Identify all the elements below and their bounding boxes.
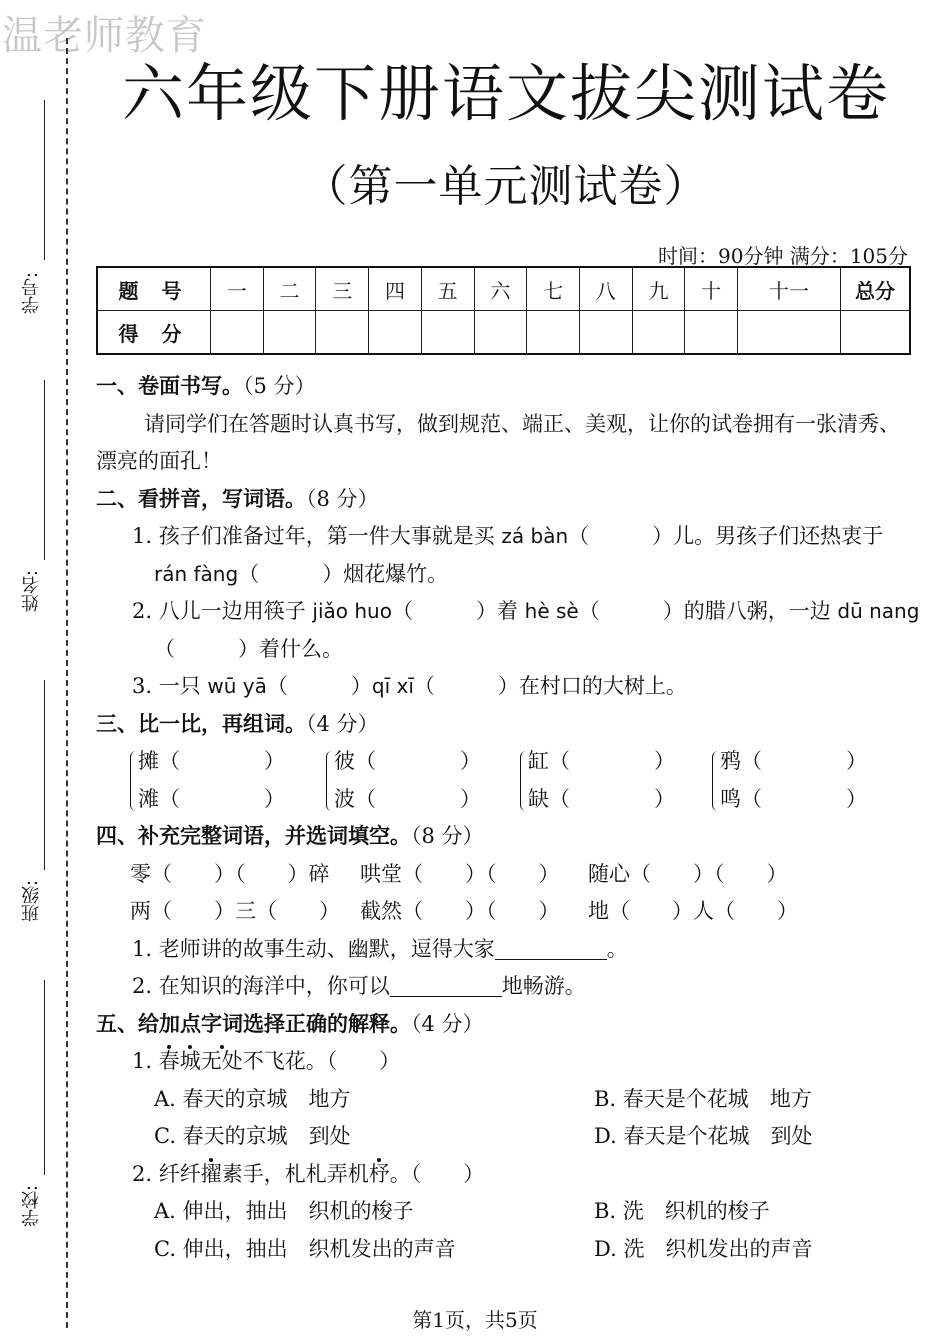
char-item[interactable]: 缸（ ）	[528, 749, 675, 773]
answer-blank[interactable]	[495, 935, 607, 960]
watermark: 温老师教育	[2, 13, 207, 59]
exam-content	[96, 368, 918, 1268]
score-cell[interactable]	[474, 311, 527, 355]
score-header-cell: 题 号	[97, 267, 211, 311]
options-row	[96, 1193, 918, 1231]
idiom-item[interactable]: 截然（ ）（ ）	[360, 899, 560, 923]
question-text: 不飞花。（ ）	[242, 1049, 401, 1073]
char-item[interactable]: 鸦（ ）	[720, 749, 867, 773]
pinyin: rán fàng	[154, 561, 239, 586]
section-4-title: 四、补充完整词语，并选词填空。	[96, 824, 411, 848]
question-text: ）在村口的大树上。	[497, 674, 687, 698]
score-header-cell: 十一	[738, 267, 841, 311]
section-1-text: 请同学们在答题时认真书写，做到规范、端正、美观，让你的试卷拥有一张清秀、	[144, 411, 900, 436]
option-d[interactable]: D. 春天是个花城 到处	[594, 1124, 813, 1148]
question-text: 1. 孩子们准备过年，第一件大事就是买	[132, 524, 502, 548]
section-5-title: 五、给加点字词选择正确的解释。	[96, 1011, 411, 1036]
question-text: 地畅游。	[501, 974, 586, 998]
option-b[interactable]: B. 春天是个花城 地方	[594, 1086, 812, 1111]
question-text: 1. 老师讲的故事生动、幽默，逗得大家	[132, 936, 495, 961]
option-c[interactable]: C. 伸出，抽出 织机发出的声音	[154, 1236, 456, 1261]
score-row-label: 得 分	[97, 311, 211, 355]
pinyin: zá bàn	[501, 524, 569, 548]
idiom-item[interactable]: 随心（ ）（ ）	[588, 861, 788, 886]
score-cell[interactable]	[527, 311, 580, 355]
score-header-cell: 七	[527, 267, 580, 311]
question-text: 1.	[132, 1049, 159, 1073]
score-cell[interactable]	[841, 311, 911, 355]
option-a[interactable]: A. 伸出，抽出 织机的梭子	[154, 1199, 414, 1223]
idiom-row	[96, 893, 918, 931]
class-label: 班级:	[21, 880, 42, 923]
question-text: 2. 在知识的海洋中，你可以	[132, 974, 390, 998]
score-header-cell: 九	[632, 267, 685, 311]
dotted-char: 春	[158, 1049, 180, 1073]
score-header-cell: 总分	[841, 267, 911, 311]
section-1-text: 漂亮的面孔！	[96, 449, 222, 473]
option-d[interactable]: D. 洗 织机发出的声音	[594, 1236, 813, 1261]
question-text: ）的腊八粥，一边	[662, 599, 838, 623]
score-header-cell: 六	[474, 267, 527, 311]
score-cell[interactable]	[316, 311, 369, 355]
dotted-char: 城	[179, 1049, 201, 1073]
dotted-char: 杼	[368, 1161, 390, 1186]
section-3-points: （4 分）	[306, 711, 379, 736]
pinyin: qī xī	[371, 674, 414, 698]
section-3-title: 三、比一比，再组词。	[96, 711, 306, 736]
char-item[interactable]: 摊（ ）	[138, 749, 285, 773]
char-pair	[326, 743, 481, 818]
score-header-row	[97, 267, 910, 311]
answer-blank[interactable]: （	[238, 561, 323, 586]
question-4-1	[96, 931, 918, 969]
score-header-cell: 四	[369, 267, 422, 311]
score-header-cell: 三	[316, 267, 369, 311]
answer-blank[interactable]	[390, 972, 502, 997]
idiom-row	[96, 856, 918, 894]
class-field[interactable]	[14, 680, 54, 940]
name-field[interactable]	[14, 380, 54, 620]
score-cell[interactable]	[738, 311, 841, 355]
score-cell[interactable]	[263, 311, 316, 355]
question-2-1-cont	[96, 556, 918, 594]
option-c[interactable]: C. 春天的京城 到处	[154, 1124, 351, 1148]
question-text: ）烟花爆竹。	[322, 561, 449, 586]
page-subtitle: （第一单元测试卷）	[303, 161, 709, 212]
score-value-row	[97, 311, 910, 355]
score-cell[interactable]	[421, 311, 474, 355]
section-2-points: （8 分）	[306, 486, 379, 511]
answer-blank[interactable]: （ ）	[266, 674, 372, 698]
question-5-2	[96, 1156, 918, 1194]
exam-info: 时间：90分钟 满分：105分	[658, 244, 908, 268]
option-b[interactable]: B. 洗 织机的梭子	[594, 1199, 770, 1223]
question-text: 素手，札札弄机	[221, 1161, 369, 1186]
question-text: 。（ ）	[389, 1161, 485, 1186]
char-item[interactable]: 鸣（ ）	[720, 786, 867, 811]
options-row	[96, 1118, 918, 1156]
idiom-item[interactable]: 地（ ）人（ ）	[588, 899, 798, 923]
question-text: ）儿。男孩子们还热衷于	[652, 524, 884, 548]
char-compare-group	[96, 743, 918, 818]
char-item[interactable]: 彼（ ）	[334, 749, 481, 773]
answer-blank[interactable]: （	[578, 599, 663, 623]
page-title: 六年级下册语文拔尖测试卷	[121, 57, 890, 130]
score-header-cell: 八	[579, 267, 632, 311]
section-5-heading	[96, 1006, 918, 1044]
score-cell[interactable]	[632, 311, 685, 355]
pinyin: dū nang	[837, 599, 920, 623]
question-text: 2. 纤纤	[132, 1161, 201, 1186]
school-field[interactable]	[14, 980, 54, 1240]
section-4-points: （8 分）	[411, 824, 484, 848]
dotted-char: 无处	[200, 1049, 243, 1073]
question-text: 3. 一只	[132, 674, 208, 698]
char-pair	[130, 743, 285, 818]
char-item[interactable]: 滩（ ）	[138, 786, 285, 811]
section-4-heading	[96, 818, 918, 856]
score-cell[interactable]	[369, 311, 422, 355]
page-footer: 第1页，共5页	[412, 1308, 538, 1332]
section-5-points: （4 分）	[411, 1011, 484, 1036]
score-cell[interactable]	[579, 311, 632, 355]
section-1-heading	[96, 368, 918, 406]
options-row	[96, 1081, 918, 1119]
score-header-cell: 二	[263, 267, 316, 311]
question-2-2	[96, 593, 918, 631]
score-header-cell: 十	[685, 267, 738, 311]
idiom-item[interactable]: 哄堂（ ）（ ）	[360, 861, 560, 886]
question-text: 。	[606, 936, 628, 961]
char-pair	[712, 743, 867, 818]
option-a[interactable]: A. 春天的京城 地方	[154, 1086, 351, 1111]
answer-blank[interactable]: （	[568, 524, 653, 548]
student-no-field[interactable]	[14, 100, 54, 330]
pinyin: hè sè	[524, 599, 579, 623]
score-cell[interactable]	[685, 311, 738, 355]
answer-blank[interactable]: （	[391, 599, 476, 623]
options-row	[96, 1231, 918, 1269]
idiom-item[interactable]: 两（ ）三（ ）	[130, 899, 340, 923]
char-pair	[520, 743, 675, 818]
idiom-item[interactable]: 零（ ）（ ）碎	[130, 861, 330, 886]
char-item[interactable]: 缺（ ）	[528, 786, 675, 811]
pinyin: wū yā	[207, 674, 267, 698]
student-no-label: 学号:	[21, 272, 42, 315]
score-header-cell: 一	[211, 267, 264, 311]
dotted-char: 擢	[200, 1161, 222, 1186]
question-2-1	[96, 518, 918, 556]
answer-blank[interactable]: （	[413, 674, 498, 698]
question-5-1	[96, 1043, 918, 1081]
name-label: 姓名:	[21, 570, 42, 613]
dotted-word	[201, 1049, 243, 1073]
score-cell[interactable]	[211, 311, 264, 355]
pinyin: jiǎo huo	[312, 599, 392, 623]
section-1-points: （5 分）	[243, 374, 316, 398]
section-2-heading	[96, 481, 918, 519]
char-item[interactable]: 波（ ）	[334, 786, 481, 811]
section-2-title: 二、看拼音，写词语。	[96, 486, 306, 511]
question-text: 2. 八儿一边用筷子	[132, 599, 313, 623]
binding-dashed-line	[66, 38, 68, 1328]
school-label: 学校:	[21, 1185, 42, 1228]
question-2-3	[96, 668, 918, 706]
score-header-cell: 五	[421, 267, 474, 311]
question-2-2-cont: （ ）着什么。	[154, 636, 343, 661]
section-1-title: 一、卷面书写。	[96, 374, 243, 398]
question-text: ）着	[475, 599, 525, 623]
score-table	[96, 266, 911, 355]
question-4-2	[96, 968, 918, 1006]
section-3-heading	[96, 706, 918, 744]
